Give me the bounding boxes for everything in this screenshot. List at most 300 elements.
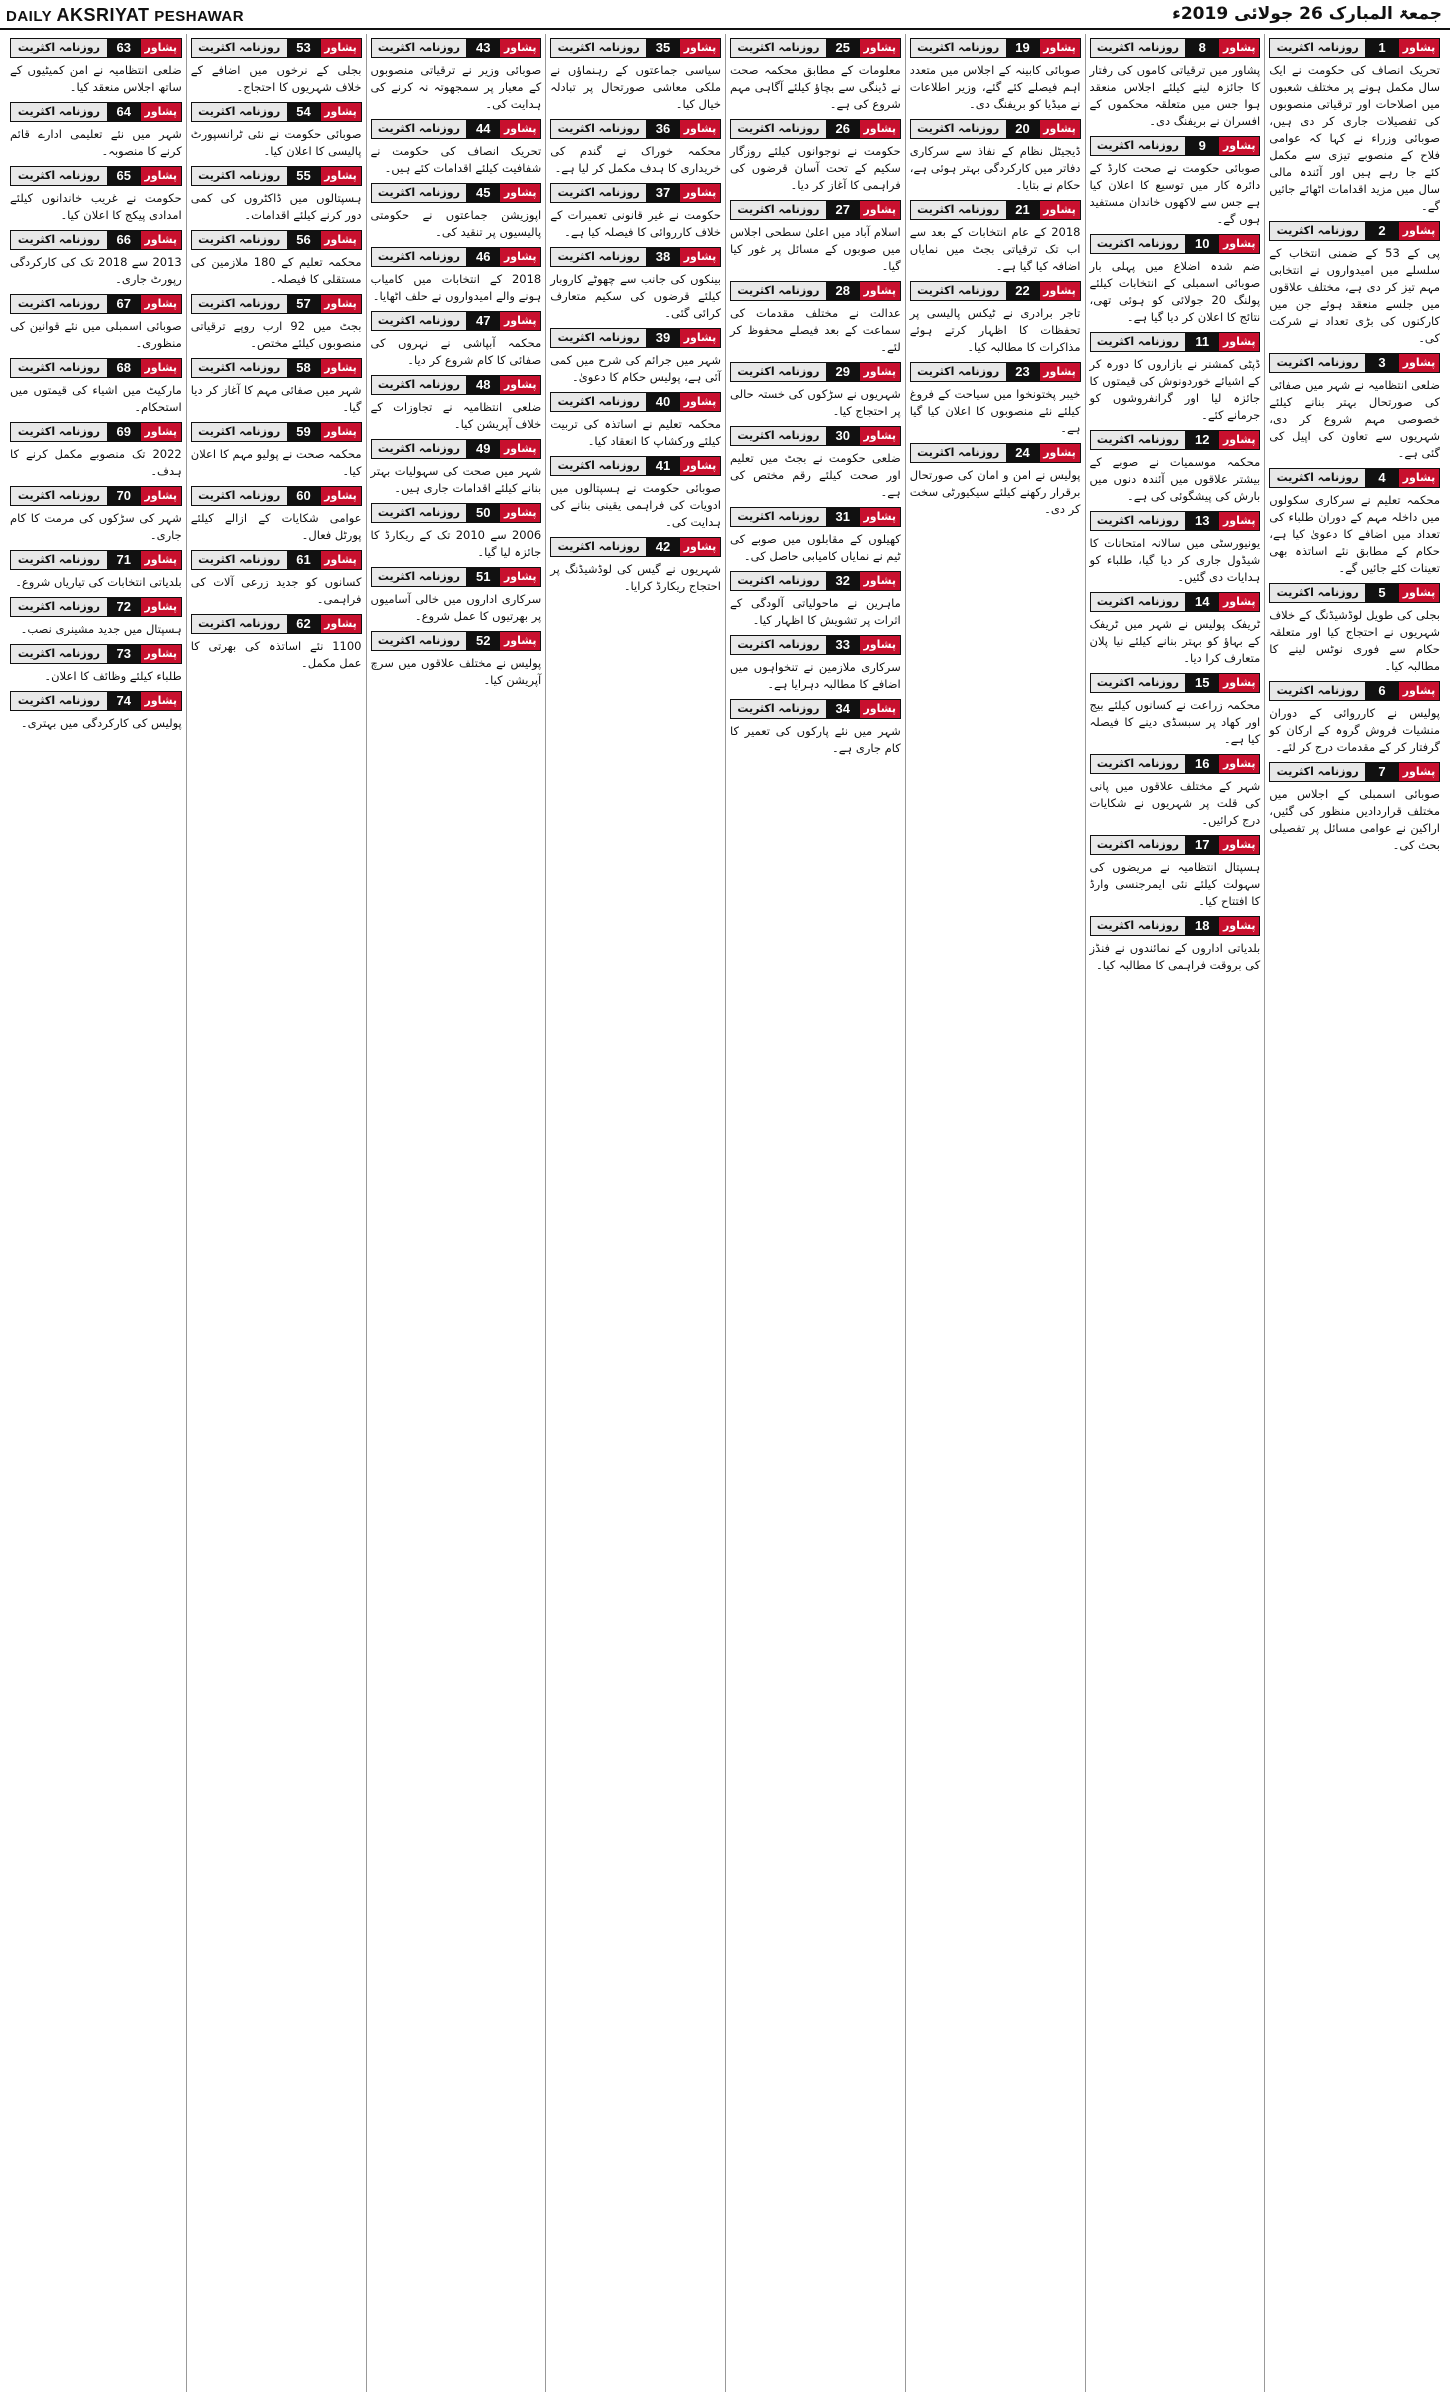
story-text: محکمہ تعلیم نے اساتذہ کی تربیت کیلئے ورکشاپ کا انعقاد کیا۔	[550, 417, 721, 448]
story-number: 70	[107, 487, 141, 505]
story-number: 39	[646, 329, 680, 347]
story-text: ماہرین نے ماحولیاتی آلودگی کے اثرات پر تشویش کا اظہار کیا۔	[730, 596, 901, 627]
news-column	[1264, 34, 1444, 2392]
story-number: 8	[1185, 39, 1219, 57]
story-banner	[550, 392, 721, 412]
banner-label: روزنامہ اکثریت	[11, 359, 107, 377]
news-story	[191, 550, 362, 608]
story-number: 59	[287, 423, 321, 441]
story-text: پی کے 53 کے ضمنی انتخاب کے سلسلے میں امیدواروں نے انتخابی مہم تیز کر دی ہے، مختلف علاقوں میں جلسے منعقد ہوئے جن میں کارکنوں کی بڑی تعداد نے شرکت کی۔	[1269, 246, 1441, 345]
banner-tag: پشاور	[141, 359, 181, 377]
story-number: 13	[1185, 512, 1219, 530]
banner-label: روزنامہ اکثریت	[1091, 755, 1186, 773]
news-story	[1269, 221, 1440, 347]
banner-label: روزنامہ اکثریت	[372, 120, 467, 138]
story-number: 67	[107, 295, 141, 313]
story-number: 62	[287, 615, 321, 633]
story-text: طلباء کیلئے وظائف کا اعلان۔	[44, 669, 182, 683]
story-number: 4	[1365, 469, 1399, 487]
banner-tag: پشاور	[500, 632, 540, 650]
story-text: ٹریفک پولیس نے شہر میں ٹریفک کے بہاؤ کو بہتر بنانے کیلئے نیا پلان متعارف کرا دیا۔	[1089, 617, 1261, 665]
story-number: 60	[287, 487, 321, 505]
banner-label: روزنامہ اکثریت	[372, 568, 467, 586]
banner-tag: پشاور	[141, 167, 181, 185]
banner-label: روزنامہ اکثریت	[1270, 584, 1365, 602]
news-story	[10, 644, 182, 685]
news-column	[366, 34, 546, 2392]
story-number: 42	[646, 538, 680, 556]
banner-label: روزنامہ اکثریت	[911, 201, 1006, 219]
banner-label: روزنامہ اکثریت	[911, 282, 1006, 300]
news-story	[550, 38, 721, 113]
banner-tag: پشاور	[500, 248, 540, 266]
story-number: 15	[1185, 674, 1219, 692]
banner-label: روزنامہ اکثریت	[372, 39, 467, 57]
news-story	[730, 426, 901, 501]
banner-tag: پشاور	[860, 508, 900, 526]
story-banner	[730, 426, 901, 446]
news-story	[910, 38, 1081, 113]
banner-label: روزنامہ اکثریت	[1270, 354, 1365, 372]
story-number: 68	[107, 359, 141, 377]
news-story	[191, 294, 362, 352]
news-story	[1090, 673, 1261, 748]
banner-label: روزنامہ اکثریت	[372, 440, 467, 458]
banner-label: روزنامہ اکثریت	[192, 231, 287, 249]
story-text: تحریک انصاف کی حکومت نے ایک سال مکمل ہونے پر مختلف شعبوں میں اصلاحات اور ترقیاتی منصوبوں کی تفصیلات جاری کر دی ہیں، صوبائی وزراء نے کہا کہ عوامی فلاح کے منصوبے تیزی سے مکمل کئے جا رہے ہیں اور آئندہ مالی سال میں مزید اقدامات اٹھائے جائیں گے۔	[1269, 63, 1440, 213]
story-text: شہر میں نئے تعلیمی ادارے قائم کرنے کا منصوبہ۔	[10, 127, 182, 158]
story-text: صوبائی کابینہ کے اجلاس میں متعدد اہم فیصلے کئے گئے، وزیر اطلاعات نے میڈیا کو بریفنگ دی۔	[909, 63, 1081, 111]
banner-tag: پشاور	[500, 440, 540, 458]
banner-label: روزنامہ اکثریت	[551, 538, 646, 556]
banner-label: روزنامہ اکثریت	[911, 120, 1006, 138]
news-story	[191, 486, 362, 544]
story-number: 24	[1006, 444, 1040, 462]
story-number: 50	[466, 504, 500, 522]
banner-label: روزنامہ اکثریت	[731, 636, 826, 654]
banner-label: روزنامہ اکثریت	[372, 184, 467, 202]
story-number: 18	[1185, 917, 1219, 935]
story-banner	[730, 38, 901, 58]
banner-label: روزنامہ اکثریت	[192, 551, 287, 569]
story-number: 33	[826, 636, 860, 654]
story-banner	[191, 294, 362, 314]
banner-label: روزنامہ اکثریت	[11, 692, 107, 710]
story-banner	[1090, 332, 1261, 352]
story-text: بجٹ میں 92 ارب روپے ترقیاتی منصوبوں کیلئے مختص۔	[190, 319, 362, 350]
banner-tag: پشاور	[500, 568, 540, 586]
story-banner	[1090, 592, 1261, 612]
banner-label: روزنامہ اکثریت	[731, 201, 826, 219]
story-number: 41	[646, 457, 680, 475]
story-banner	[191, 166, 362, 186]
news-story	[10, 486, 182, 544]
story-number: 40	[646, 393, 680, 411]
news-story	[1090, 835, 1261, 910]
story-banner	[910, 38, 1081, 58]
story-number: 45	[466, 184, 500, 202]
story-text: کھیلوں کے مقابلوں میں صوبے کی ٹیم نے نمایاں کامیابی حاصل کی۔	[730, 532, 901, 563]
news-story	[1269, 681, 1440, 756]
banner-tag: پشاور	[860, 39, 900, 57]
story-text: بلدیاتی اداروں کے نمائندوں نے فنڈز کی بروقت فراہمی کا مطالبہ کیا۔	[1089, 941, 1261, 972]
story-text: ضلعی انتظامیہ نے امن کمیٹیوں کے ساتھ اجلاس منعقد کیا۔	[10, 63, 182, 94]
news-column	[6, 34, 186, 2392]
story-banner	[1269, 221, 1440, 241]
banner-label: روزنامہ اکثریت	[731, 700, 826, 718]
story-text: پولیس نے کارروائی کے دوران منشیات فروش گروہ کے ارکان کو گرفتار کر کے مقدمات درج کر لئے۔	[1269, 706, 1440, 754]
banner-tag: پشاور	[321, 231, 361, 249]
banner-tag: پشاور	[1040, 201, 1080, 219]
banner-label: روزنامہ اکثریت	[192, 423, 287, 441]
news-story	[730, 200, 901, 275]
news-story	[1090, 38, 1261, 130]
banner-label: روزنامہ اکثریت	[551, 393, 646, 411]
banner-tag: پشاور	[860, 572, 900, 590]
news-story	[191, 166, 362, 224]
banner-label: روزنامہ اکثریت	[11, 487, 107, 505]
story-banner	[371, 311, 542, 331]
story-banner	[371, 183, 542, 203]
banner-label: روزنامہ اکثریت	[551, 329, 646, 347]
story-number: 55	[287, 167, 321, 185]
banner-tag: پشاور	[141, 295, 181, 313]
banner-label: روزنامہ اکثریت	[1091, 137, 1186, 155]
story-number: 23	[1006, 363, 1040, 381]
banner-label: روزنامہ اکثریت	[11, 551, 107, 569]
story-number: 12	[1185, 431, 1219, 449]
news-story	[910, 200, 1081, 275]
banner-tag: پشاور	[141, 103, 181, 121]
news-story	[1090, 430, 1261, 505]
banner-label: روزنامہ اکثریت	[192, 359, 287, 377]
banner-tag: پشاور	[860, 636, 900, 654]
banner-tag: پشاور	[1399, 682, 1439, 700]
banner-tag: پشاور	[500, 504, 540, 522]
story-text: حکومت نے غیر قانونی تعمیرات کے خلاف کارروائی کا فیصلہ کیا ہے۔	[550, 208, 721, 239]
story-text: شہریوں نے گیس کی لوڈشیڈنگ پر احتجاج ریکارڈ کرایا۔	[550, 562, 721, 593]
story-banner	[191, 422, 362, 442]
banner-label: روزنامہ اکثریت	[1091, 333, 1186, 351]
story-banner	[730, 699, 901, 719]
banner-tag: پشاور	[500, 312, 540, 330]
banner-label: روزنامہ اکثریت	[1270, 682, 1365, 700]
story-text: خیبر پختونخوا میں سیاحت کے فروغ کیلئے نئے منصوبوں کا اعلان کیا گیا ہے۔	[909, 387, 1081, 435]
story-number: 21	[1006, 201, 1040, 219]
banner-label: روزنامہ اکثریت	[11, 167, 107, 185]
news-column	[725, 34, 905, 2392]
banner-label: روزنامہ اکثریت	[192, 295, 287, 313]
story-number: 14	[1185, 593, 1219, 611]
banner-label: روزنامہ اکثریت	[11, 231, 107, 249]
story-banner	[10, 691, 182, 711]
banner-tag: پشاور	[500, 184, 540, 202]
story-number: 72	[107, 598, 141, 616]
banner-tag: پشاور	[500, 39, 540, 57]
banner-tag: پشاور	[321, 39, 361, 57]
story-text: محکمہ تعلیم کے 180 ملازمین کی مستقلی کا فیصلہ۔	[190, 255, 362, 286]
news-story	[910, 362, 1081, 437]
banner-tag: پشاور	[500, 376, 540, 394]
banner-tag: پشاور	[321, 295, 361, 313]
story-banner	[1269, 38, 1440, 58]
banner-tag: پشاور	[1399, 763, 1439, 781]
story-number: 66	[107, 231, 141, 249]
banner-tag: پشاور	[680, 538, 720, 556]
story-number: 56	[287, 231, 321, 249]
banner-tag: پشاور	[1399, 39, 1439, 57]
banner-label: روزنامہ اکثریت	[192, 167, 287, 185]
banner-tag: پشاور	[860, 427, 900, 445]
banner-tag: پشاور	[680, 457, 720, 475]
banner-tag: پشاور	[860, 120, 900, 138]
story-banner	[10, 358, 182, 378]
story-banner	[191, 230, 362, 250]
story-number: 26	[826, 120, 860, 138]
news-story	[1090, 754, 1261, 829]
news-story	[910, 281, 1081, 356]
story-banner	[1269, 681, 1440, 701]
banner-label: روزنامہ اکثریت	[1091, 674, 1186, 692]
news-story	[191, 358, 362, 416]
masthead	[0, 0, 1450, 30]
story-number: 19	[1006, 39, 1040, 57]
banner-label: روزنامہ اکثریت	[372, 312, 467, 330]
banner-tag: پشاور	[321, 423, 361, 441]
news-story	[10, 102, 182, 160]
story-number: 43	[466, 39, 500, 57]
story-banner	[1269, 468, 1440, 488]
banner-label: روزنامہ اکثریت	[1091, 39, 1186, 57]
banner-label: روزنامہ اکثریت	[11, 295, 107, 313]
story-banner	[910, 119, 1081, 139]
story-text: ہسپتالوں میں ڈاکٹروں کی کمی دور کرنے کیلئے اقدامات۔	[190, 191, 362, 222]
story-text: معلومات کے مطابق محکمہ صحت نے ڈینگی سے بچاؤ کیلئے آگاہی مہم شروع کی ہے۔	[730, 63, 901, 111]
story-text: محکمہ موسمیات نے صوبے کے بیشتر علاقوں میں آئندہ دنوں میں بارش کی پیشگوئی کی ہے۔	[1089, 455, 1261, 503]
banner-label: روزنامہ اکثریت	[1091, 512, 1186, 530]
banner-tag: پشاور	[141, 487, 181, 505]
banner-label: روزنامہ اکثریت	[192, 103, 287, 121]
banner-label: روزنامہ اکثریت	[911, 39, 1006, 57]
banner-tag: پشاور	[1219, 431, 1259, 449]
story-text: ڈپٹی کمشنر نے بازاروں کا دورہ کر کے اشیائے خوردونوش کی قیمتوں کا جائزہ لیا اور گرانفروشوں کو جرمانے کئے۔	[1089, 357, 1261, 422]
story-text: 1100 نئے اساتذہ کی بھرتی کا عمل مکمل۔	[190, 639, 362, 670]
story-number: 49	[466, 440, 500, 458]
banner-label: روزنامہ اکثریت	[372, 248, 467, 266]
story-banner	[1090, 234, 1261, 254]
story-text: ضم شدہ اضلاع میں پہلی بار صوبائی اسمبلی کے انتخابات کیلئے پولنگ 20 جولائی کو ہوئی تھی، نتائج کا اعلان کر دیا گیا ہے۔	[1089, 259, 1261, 324]
story-banner	[910, 200, 1081, 220]
banner-label: روزنامہ اکثریت	[192, 39, 287, 57]
story-text: صوبائی اسمبلی کے اجلاس میں مختلف قراردادیں منظور کی گئیں، اراکین نے عوامی مسائل پر تفصیلی بحث کی۔	[1269, 787, 1440, 852]
story-banner	[371, 119, 542, 139]
banner-tag: پشاور	[680, 393, 720, 411]
news-story	[1090, 332, 1261, 424]
banner-label: روزنامہ اکثریت	[11, 103, 107, 121]
banner-tag: پشاور	[860, 201, 900, 219]
story-banner	[10, 294, 182, 314]
news-story	[730, 119, 901, 194]
story-number: 27	[826, 201, 860, 219]
banner-label: روزنامہ اکثریت	[1091, 593, 1186, 611]
news-story	[10, 358, 182, 416]
story-text: شہر کے مختلف علاقوں میں پانی کی قلت پر شہریوں نے شکایات درج کرائیں۔	[1089, 779, 1261, 827]
story-number: 38	[646, 248, 680, 266]
story-number: 11	[1185, 333, 1219, 351]
news-column	[1085, 34, 1265, 2392]
story-text: پولیس نے مختلف علاقوں میں سرچ آپریشن کیا۔	[370, 656, 542, 687]
story-banner	[1269, 762, 1440, 782]
story-number: 35	[646, 39, 680, 57]
banner-tag: پشاور	[1399, 584, 1439, 602]
banner-tag: پشاور	[680, 184, 720, 202]
banner-tag: پشاور	[321, 103, 361, 121]
banner-label: روزنامہ اکثریت	[192, 487, 287, 505]
story-banner	[730, 200, 901, 220]
story-banner	[1090, 673, 1261, 693]
news-story	[191, 38, 362, 96]
story-banner	[910, 443, 1081, 463]
news-story	[1090, 234, 1261, 326]
story-text: یونیورسٹی میں سالانہ امتحانات کا شیڈول جاری کر دیا گیا، طلباء کو ہدایات دی گئیں۔	[1089, 536, 1261, 584]
news-story	[10, 550, 182, 591]
story-banner	[10, 230, 182, 250]
news-column	[905, 34, 1085, 2392]
news-story	[371, 311, 542, 369]
banner-tag: پشاور	[1219, 333, 1259, 351]
story-banner	[730, 571, 901, 591]
story-text: سرکاری ملازمین نے تنخواہوں میں اضافے کا مطالبہ دہرایا ہے۔	[730, 660, 901, 691]
story-banner	[730, 635, 901, 655]
story-text: 2013 سے 2018 تک کی کارکردگی رپورٹ جاری۔	[10, 255, 182, 286]
story-banner	[550, 247, 721, 267]
banner-label: روزنامہ اکثریت	[1270, 222, 1365, 240]
news-story	[10, 691, 182, 732]
banner-label: روزنامہ اکثریت	[911, 363, 1006, 381]
story-number: 28	[826, 282, 860, 300]
story-banner	[910, 281, 1081, 301]
story-number: 31	[826, 508, 860, 526]
banner-label: روزنامہ اکثریت	[551, 248, 646, 266]
story-text: صوبائی حکومت نے ہسپتالوں میں ادویات کی فراہمی یقینی بنانے کی ہدایت کی۔	[550, 481, 721, 529]
news-story	[550, 328, 721, 386]
story-banner	[1090, 38, 1261, 58]
news-story	[371, 439, 542, 497]
news-story	[371, 38, 542, 113]
story-number: 1	[1365, 39, 1399, 57]
story-text: عدالت نے مختلف مقدمات کی سماعت کے بعد فیصلے محفوظ کر لئے۔	[730, 306, 901, 354]
story-banner	[10, 166, 182, 186]
news-story	[730, 635, 901, 693]
story-text: محکمہ زراعت نے کسانوں کیلئے بیج اور کھاد پر سبسڈی دینے کا فیصلہ کیا ہے۔	[1089, 698, 1261, 746]
story-number: 10	[1185, 235, 1219, 253]
story-text: صوبائی حکومت نے نئی ٹرانسپورٹ پالیسی کا اعلان کیا۔	[190, 127, 362, 158]
story-number: 37	[646, 184, 680, 202]
paper-brand: AKSRIYAT	[56, 5, 150, 25]
banner-tag: پشاور	[1219, 235, 1259, 253]
banner-label: روزنامہ اکثریت	[911, 444, 1006, 462]
banner-label: روزنامہ اکثریت	[11, 39, 107, 57]
banner-tag: پشاور	[1219, 755, 1259, 773]
banner-label: روزنامہ اکثریت	[731, 120, 826, 138]
news-column	[186, 34, 366, 2392]
news-story	[371, 567, 542, 625]
banner-tag: پشاور	[141, 551, 181, 569]
story-banner	[550, 537, 721, 557]
story-text: حکومت نے غریب خاندانوں کیلئے امدادی پیکج کا اعلان کیا۔	[10, 191, 182, 222]
story-banner	[1090, 511, 1261, 531]
story-banner	[1090, 136, 1261, 156]
news-story	[1269, 468, 1440, 577]
story-banner	[730, 362, 901, 382]
banner-tag: پشاور	[1219, 674, 1259, 692]
news-story	[910, 443, 1081, 518]
story-banner	[191, 614, 362, 634]
story-number: 58	[287, 359, 321, 377]
banner-tag: پشاور	[1219, 917, 1259, 935]
news-story	[550, 392, 721, 450]
story-banner	[371, 567, 542, 587]
banner-tag: پشاور	[321, 615, 361, 633]
story-number: 7	[1365, 763, 1399, 781]
banner-label: روزنامہ اکثریت	[551, 39, 646, 57]
story-banner	[10, 422, 182, 442]
story-number: 2	[1365, 222, 1399, 240]
banner-tag: پشاور	[141, 692, 181, 710]
story-banner	[371, 439, 542, 459]
banner-tag: پشاور	[860, 363, 900, 381]
story-text: شہر میں نئے پارکوں کی تعمیر کا کام جاری ہے۔	[730, 724, 901, 755]
story-text: شہریوں نے سڑکوں کی خستہ حالی پر احتجاج کیا۔	[730, 387, 901, 418]
news-story	[191, 614, 362, 672]
story-text: اسلام آباد میں اعلیٰ سطحی اجلاس میں صوبوں کے مسائل پر غور کیا گیا۔	[730, 225, 901, 273]
banner-tag: پشاور	[321, 167, 361, 185]
story-text: ہسپتال میں جدید مشینری نصب۔	[20, 622, 182, 636]
banner-tag: پشاور	[1399, 354, 1439, 372]
news-story	[191, 102, 362, 160]
story-text: مارکیٹ میں اشیاء کی قیمتوں میں استحکام۔	[10, 383, 182, 414]
story-number: 69	[107, 423, 141, 441]
banner-label: روزنامہ اکثریت	[11, 598, 107, 616]
banner-label: روزنامہ اکثریت	[1091, 836, 1186, 854]
banner-tag: پشاور	[1040, 363, 1080, 381]
story-banner	[730, 507, 901, 527]
banner-tag: پشاور	[1219, 39, 1259, 57]
story-number: 63	[107, 39, 141, 57]
story-number: 74	[107, 692, 141, 710]
banner-label: روزنامہ اکثریت	[372, 504, 467, 522]
news-story	[550, 119, 721, 177]
story-number: 46	[466, 248, 500, 266]
story-banner	[371, 247, 542, 267]
banner-tag: پشاور	[1399, 222, 1439, 240]
story-banner	[550, 183, 721, 203]
news-story	[730, 571, 901, 629]
news-story	[10, 38, 182, 96]
banner-label: روزنامہ اکثریت	[372, 632, 467, 650]
story-banner	[1269, 583, 1440, 603]
story-text: اپوزیشن جماعتوں نے حکومتی پالیسیوں پر تنقید کی۔	[370, 208, 542, 239]
story-text: تحریک انصاف کی حکومت نے شفافیت کیلئے اقدامات کئے ہیں۔	[370, 144, 542, 175]
story-text: بلدیاتی انتخابات کی تیاریاں شروع۔	[15, 575, 182, 589]
news-story	[730, 362, 901, 420]
story-number: 53	[287, 39, 321, 57]
story-banner	[10, 644, 182, 664]
story-text: تاجر برادری نے ٹیکس پالیسی پر تحفظات کا اظہار کرتے ہوئے مذاکرات کا مطالبہ کیا۔	[909, 306, 1081, 354]
issue-date: جمعۃ المبارک 26 جولائی 2019ء	[1172, 4, 1442, 24]
banner-label: روزنامہ اکثریت	[731, 39, 826, 57]
news-story	[1269, 38, 1440, 215]
